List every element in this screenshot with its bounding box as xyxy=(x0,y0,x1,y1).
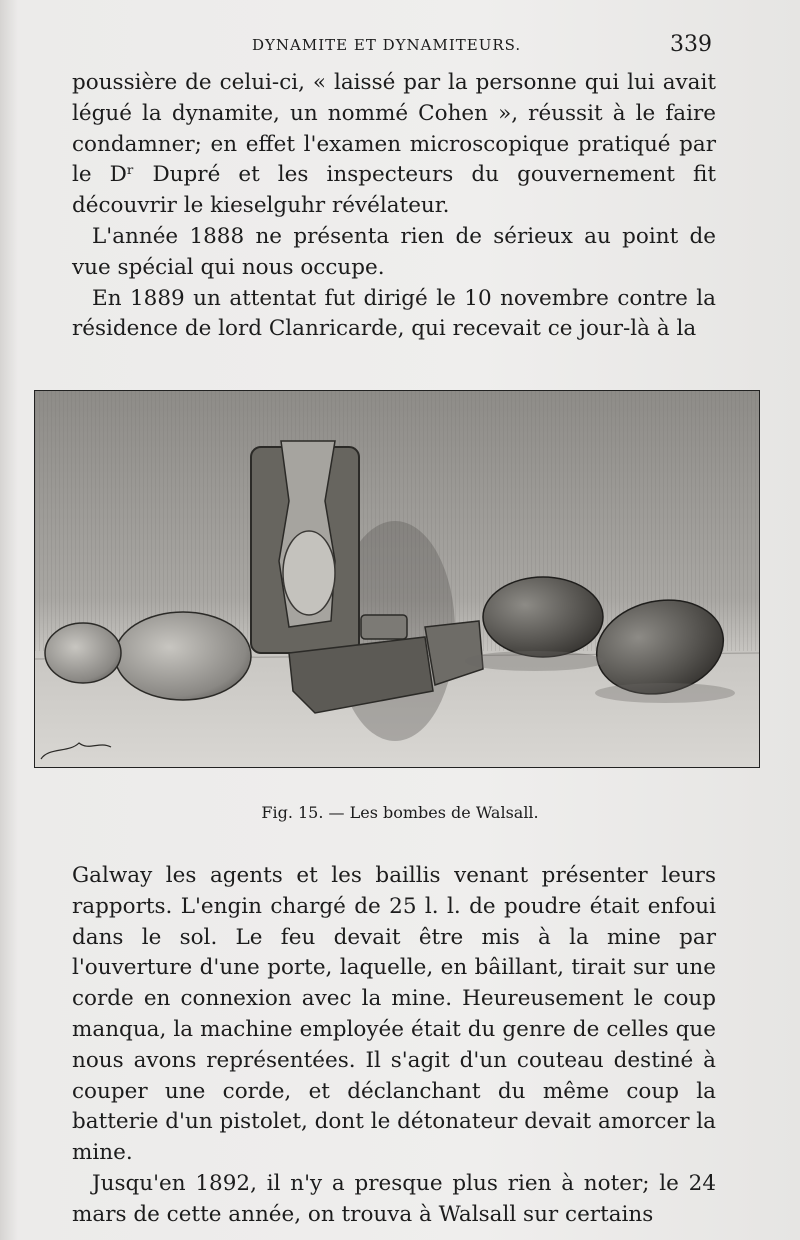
paragraph: L'année 1888 ne présenta rien de sérieux au point de vue spécial qui nous occupe. xyxy=(72,223,716,280)
paragraph: poussière de celui-ci, « laissé par la personne qui lui avait légué la dynamite, un nommé Cohen », réussit à le faire condamner; en effet l'examen microscopique pratiqué par le Dʳ Dupré et les inspecteurs du gouvernement fit découvrir le kieselguhr révélateur. xyxy=(72,70,716,219)
bombs-engraving xyxy=(35,391,760,768)
paragraph: Galway les agents et les baillis venant présenter leurs rapports. L'engin chargé de 25 l. l. de poudre était enfoui dans le sol. Le feu devait être mis à la mine par l'ouverture d'une porte, laquelle, en bâillant, tirait sur une corde en connexion avec la mine. Heureusement le coup manqua, la machine employée était du genre de celles que nous avons représentées. Il s'agit d'un couteau destiné à couper une corde, et déclanchant du même coup la batterie d'un pistolet, dont le détonateur devait amorcer la mine. xyxy=(72,863,716,1166)
body-text-top xyxy=(72,68,716,345)
figure-illustration xyxy=(34,390,760,768)
running-title: DYNAMITE ET DYNAMITEURS. xyxy=(252,36,522,54)
body-text-bottom xyxy=(72,861,716,1231)
paragraph: Jusqu'en 1892, il n'y a presque plus rien à noter; le 24 mars de cette année, on trouva à Walsall sur certains xyxy=(72,1170,716,1227)
paragraph: En 1889 un attentat fut dirigé le 10 novembre contre la résidence de lord Clanricarde, qui recevait ce jour-là à la xyxy=(72,285,716,342)
page-number: 339 xyxy=(670,32,712,57)
running-head xyxy=(72,32,712,60)
figure-caption: Fig. 15. — Les bombes de Walsall. xyxy=(261,803,539,822)
